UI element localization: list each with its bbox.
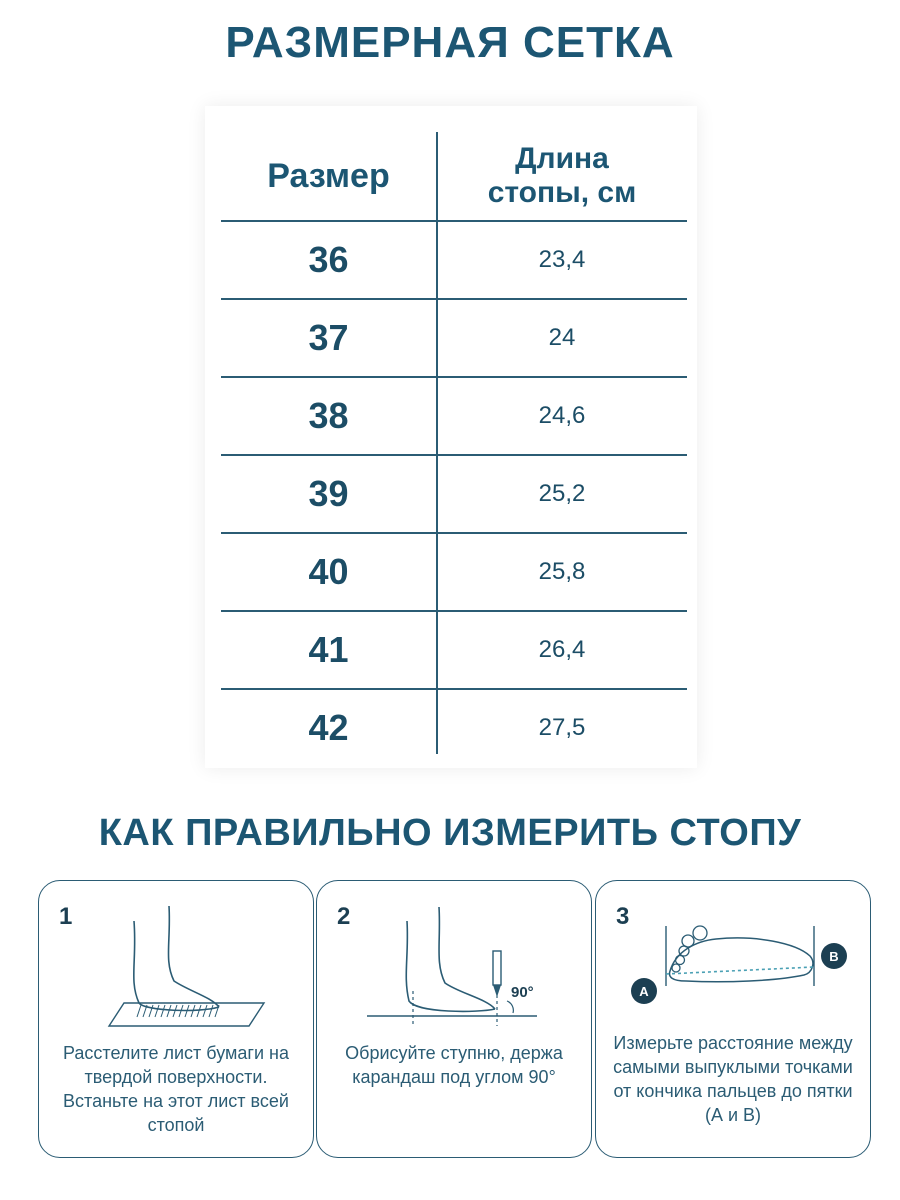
row-size: 41 [308, 629, 349, 670]
row-size: 42 [308, 707, 349, 748]
section-title: КАК ПРАВИЛЬНО ИЗМЕРИТЬ СТОПУ [98, 812, 802, 854]
row-length: 24,6 [538, 402, 586, 429]
row-length: 24 [548, 324, 576, 351]
row-length: 27,5 [538, 714, 586, 741]
row-length: 26,4 [538, 636, 586, 663]
size-table [205, 106, 697, 768]
row-size: 39 [308, 473, 349, 514]
step-text: Расстелите лист бумаги на твердой поверхности. Встаньте на этот лист всей стопой [63, 1043, 289, 1135]
step-number: 1 [59, 903, 73, 930]
row-length: 25,2 [538, 480, 586, 507]
header-size: Размер [267, 156, 390, 195]
row-size: 38 [308, 395, 349, 436]
page-title: РАЗМЕРНАЯ СЕТКА [225, 18, 675, 67]
step-number: 3 [616, 903, 630, 930]
step-text: Измерьте расстояние между самыми выпуклыми точками от кончика пальцев до пятки (А и В) [613, 1033, 853, 1125]
foot-on-paper-icon [79, 901, 279, 1031]
angle-label: 90° [511, 984, 534, 1001]
row-size: 37 [308, 317, 349, 358]
foot-measure-icon [606, 911, 856, 1041]
step-card-1 [38, 880, 314, 1158]
row-length: 25,8 [538, 558, 586, 585]
row-length: 23,4 [538, 246, 586, 273]
step-card-2 [316, 880, 592, 1158]
point-a-label: A [639, 984, 649, 999]
header-length: Длина стопы, см [487, 142, 637, 209]
point-b-label: B [829, 949, 839, 964]
row-size: 40 [308, 551, 349, 592]
step-card-3 [595, 880, 871, 1158]
step-number: 2 [337, 903, 351, 930]
foot-outline-pencil-icon [347, 901, 567, 1031]
row-size: 36 [308, 239, 349, 280]
step-text: Обрисуйте ступню, держа карандаш под углом 90° [345, 1043, 563, 1087]
